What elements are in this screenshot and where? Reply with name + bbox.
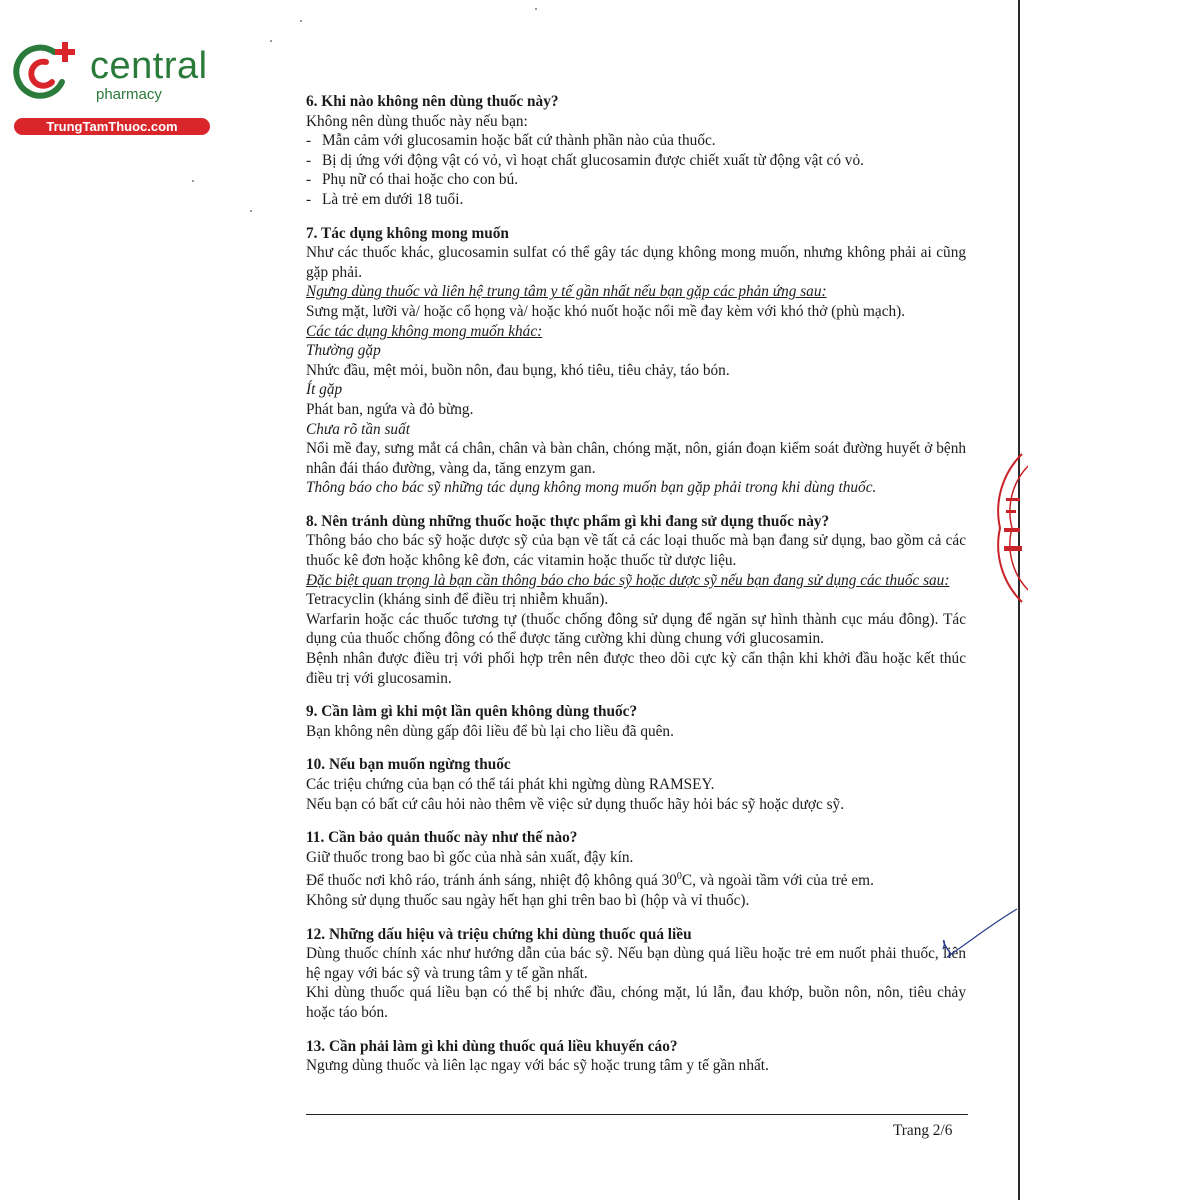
- paragraph: Giữ thuốc trong bao bì gốc của nhà sản xuất, đậy kín.: [306, 848, 634, 866]
- section-8: [306, 512, 966, 688]
- note-line: Thông báo cho bác sỹ những tác dụng không mong muốn bạn gặp phải trong khi dùng thuốc.: [306, 479, 877, 497]
- section-9: [306, 702, 966, 741]
- section-11: [306, 828, 966, 910]
- scan-speck: [535, 8, 537, 10]
- section-heading: 6. Khi nào không nên dùng thuốc này?: [306, 93, 559, 110]
- section-heading: 11. Cần bảo quản thuốc này như thế nào?: [306, 829, 578, 847]
- section-heading: 12. Những dấu hiệu và triệu chứng khi dùng thuốc quá liều: [306, 925, 692, 943]
- frequency-label: Ít gặp: [306, 381, 343, 399]
- frequency-label: Thường gặp: [306, 342, 381, 360]
- paragraph: Sưng mặt, lưỡi và/ hoặc cổ họng và/ hoặc khó nuốt hoặc nổi mề đay kèm với khó thở (phù mạch).: [306, 302, 906, 320]
- section-heading: 7. Tác dụng không mong muốn: [306, 224, 509, 242]
- frequency-label: Chưa rõ tần suất: [306, 420, 410, 438]
- paragraph: Ngưng dùng thuốc và liên lạc ngay với bác sỹ hoặc trung tâm y tế gần nhất.: [306, 1057, 769, 1075]
- scan-margin: [1020, 0, 1200, 1200]
- emphasis-line: Ngưng dùng thuốc và liên hệ trung tâm y tế gần nhất nếu bạn gặp các phản ứng sau:: [306, 283, 827, 301]
- list-item: - Bị dị ứng với động vật có vỏ, vì hoạt chất glucosamin được chiết xuất từ động vật có vỏ.: [306, 151, 966, 171]
- paragraph: Nổi mề đay, sưng mắt cá chân, chân và bàn chân, chóng mặt, nôn, gián đoạn kiểm soát đường huyết ở bệnh nhân đái tháo đường, vàng da, tăng enzym gan.: [306, 440, 966, 477]
- brand-subtitle: pharmacy: [96, 86, 162, 103]
- paragraph: Tetracyclin (kháng sinh để điều trị nhiễm khuẩn).: [306, 591, 609, 609]
- emphasis-line: Đặc biệt quan trọng là bạn cần thông báo cho bác sỹ hoặc dược sỹ nếu bạn đang sử dụng các thuốc sau:: [306, 571, 950, 589]
- paragraph: Nhức đầu, mệt mỏi, buồn nôn, đau bụng, khó tiêu, tiêu chảy, táo bón.: [306, 361, 730, 379]
- section-heading: 8. Nên tránh dùng những thuốc hoặc thực phẩm gì khi đang sử dụng thuốc này?: [306, 512, 830, 530]
- scan-speck: [270, 40, 272, 42]
- paragraph: Warfarin hoặc các thuốc tương tự (thuốc chống đông sử dụng để ngăn sự hình thành cục máu đông). Tác dụng của thuốc chống đông có thể được tăng cường khi dùng chung với glucosamin.: [306, 610, 966, 648]
- emphasis-line: Các tác dụng không mong muốn khác:: [306, 322, 543, 340]
- text-run: C, và ngoài tầm với của trẻ em.: [681, 872, 874, 890]
- brand-url-badge[interactable]: TrungTamThuoc.com: [14, 118, 210, 135]
- section-12: [306, 925, 966, 1023]
- company-stamp-partial: [988, 448, 1028, 608]
- scan-speck: [250, 210, 252, 212]
- section-7: [306, 224, 966, 498]
- paragraph: [306, 867, 966, 891]
- list-item: - Là trẻ em dưới 18 tuổi.: [306, 190, 966, 210]
- list-item: - Phụ nữ có thai hoặc cho con bú.: [306, 170, 966, 190]
- section-10: [306, 755, 966, 814]
- page-number: Trang 2/6: [893, 1122, 953, 1139]
- paragraph: Như các thuốc khác, glucosamin sulfat có thể gây tác dụng không mong muốn, nhưng không phải ai cũng gặp phải.: [306, 244, 966, 281]
- paragraph: Khi dùng thuốc quá liều bạn có thể bị nhức đầu, chóng mặt, lú lẫn, đau khớp, buồn nôn, nôn, tiêu chảy hoặc táo bón.: [306, 984, 966, 1022]
- footer-rule: [306, 1114, 968, 1115]
- brand-logo[interactable]: [10, 38, 215, 138]
- paragraph: Bệnh nhân được điều trị với phối hợp trên nên được theo dõi cực kỳ cẩn thận khi khởi đầu hoặc kết thúc điều trị với glucosamin.: [306, 650, 966, 687]
- text-run: Để thuốc nơi khô ráo, tránh ánh sáng, nhiệt độ không quá 30: [306, 872, 677, 890]
- scan-speck: [300, 20, 302, 22]
- paragraph: Thông báo cho bác sỹ hoặc dược sỹ của bạn về tất cả các loại thuốc mà bạn đang sử dụng, bao gồm cả các thuốc kê đơn hoặc không kê đơn, các vitamin hoặc thuốc từ dược liệu.: [306, 532, 966, 570]
- central-pharmacy-logo-icon: [10, 38, 80, 108]
- paragraph: Nếu bạn có bất cứ câu hỏi nào thêm về việc sử dụng thuốc hãy hỏi bác sỹ hoặc dược sỹ.: [306, 795, 845, 813]
- paragraph: Không sử dụng thuốc sau ngày hết hạn ghi trên bao bì (hộp và vỉ thuốc).: [306, 892, 750, 910]
- section-heading: 10. Nếu bạn muốn ngừng thuốc: [306, 756, 511, 774]
- section-heading: 9. Cần làm gì khi một lần quên không dùng thuốc?: [306, 703, 638, 721]
- document-body: [306, 92, 966, 1090]
- brand-name: central: [90, 45, 208, 87]
- list-item: - Mẫn cảm với glucosamin hoặc bất cứ thành phần nào của thuốc.: [306, 131, 966, 151]
- section-6: [306, 92, 966, 210]
- superscript: 0: [676, 871, 682, 883]
- paragraph: Bạn không nên dùng gấp đôi liều để bù lại cho liều đã quên.: [306, 722, 674, 740]
- signature-mark: [935, 905, 1020, 965]
- section-heading: 13. Cần phải làm gì khi dùng thuốc quá liều khuyến cáo?: [306, 1037, 678, 1055]
- paragraph: Phát ban, ngứa và đỏ bừng.: [306, 400, 474, 418]
- paragraph: Dùng thuốc chính xác như hướng dẫn của bác sỹ. Nếu bạn dùng quá liều hoặc trẻ em nuốt phải thuốc, liên hệ ngay với bác sỹ và trung tâm y tế gần nhất.: [306, 945, 966, 982]
- section-13: [306, 1037, 966, 1076]
- scan-speck: [192, 180, 194, 182]
- paragraph: Các triệu chứng của bạn có thể tái phát khi ngừng dùng RAMSEY.: [306, 776, 715, 793]
- paragraph: Không nên dùng thuốc này nếu bạn:: [306, 112, 528, 130]
